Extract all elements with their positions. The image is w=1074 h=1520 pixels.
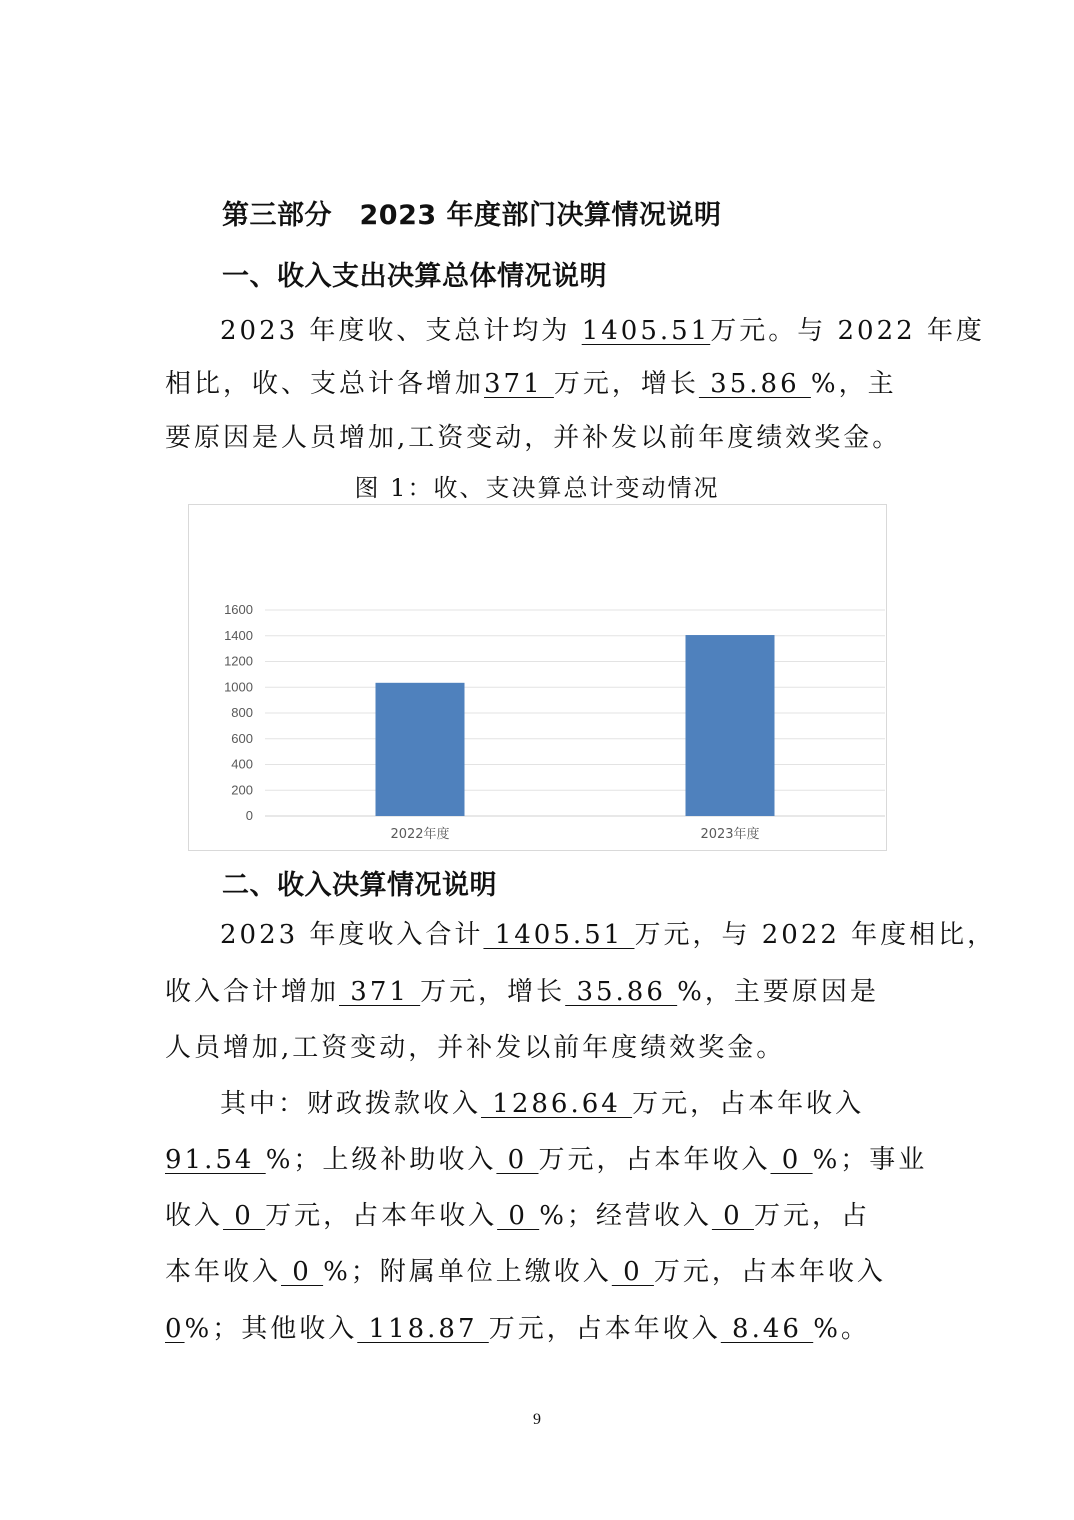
- section1-paragraph-line2: [165, 364, 897, 404]
- text-run: %；经营收入: [539, 1201, 712, 1231]
- section2-line5: [165, 1140, 927, 1180]
- section1-heading: 一、收入支出决算总体情况说明: [222, 261, 607, 292]
- section1-paragraph-line3: 要原因是人员增加,工资变动，并补发以前年度绩效奖金。: [165, 423, 902, 453]
- text-run: 相比，收、支总计各增加: [165, 369, 485, 399]
- section2-heading: 二、收入决算情况说明: [222, 870, 497, 901]
- operating-income-share: 0: [281, 1257, 324, 1287]
- part-title: 第三部分 2023 年度部门决算情况说明: [222, 200, 722, 231]
- text-run: 万元。与 2022 年度: [710, 316, 985, 346]
- section1-paragraph-line1: [220, 311, 985, 351]
- text-run: 2023 年度收入合计: [220, 920, 484, 950]
- fiscal-appropriation-value: 1286.64: [481, 1089, 633, 1119]
- y-tick-label: 1000: [224, 679, 253, 695]
- other-income-value: 118.87: [357, 1314, 489, 1344]
- affiliate-income-value: 0: [611, 1257, 654, 1287]
- x-category-label: 2023年度: [700, 827, 760, 842]
- text-run: 2023 年度收、支总计均为: [220, 316, 571, 346]
- affiliate-income-share: 0: [165, 1314, 185, 1344]
- bar: [376, 683, 465, 816]
- text-run: 万元，占本年收入: [265, 1201, 498, 1231]
- superior-subsidy-share: 0: [770, 1145, 813, 1175]
- y-tick-label: 800: [231, 705, 253, 720]
- text-run: 万元，占: [753, 1201, 870, 1231]
- text-run: 收入: [165, 1201, 224, 1231]
- section2-line7: [165, 1252, 886, 1292]
- bar: [686, 635, 775, 816]
- total-amount-value: 1405.51: [581, 316, 711, 346]
- text-run: 万元，增长: [553, 369, 699, 399]
- page-number: 9: [533, 1411, 541, 1428]
- text-run: %；附属单位上缴收入: [323, 1257, 612, 1287]
- section2-line1: [220, 915, 996, 955]
- y-tick-label: 600: [231, 730, 253, 746]
- text-run: 其中：财政拨款收入: [220, 1089, 482, 1119]
- section2-line2: [165, 972, 879, 1012]
- income-total-value: 1405.51: [483, 920, 635, 950]
- text-run: 万元，占本年收入: [632, 1089, 865, 1119]
- fiscal-share-value: 91.54: [165, 1145, 266, 1175]
- text-run: 万元，占本年收入: [653, 1257, 886, 1287]
- y-tick-label: 200: [231, 782, 253, 798]
- y-tick-label: 1400: [224, 627, 253, 643]
- x-category-label: 2022年度: [390, 827, 450, 842]
- text-run: %。: [813, 1314, 870, 1344]
- other-income-share: 8.46: [720, 1314, 814, 1344]
- section2-line6: [165, 1196, 870, 1236]
- y-tick-label: 0: [245, 808, 253, 823]
- text-run: 万元，增长: [420, 977, 566, 1007]
- text-run: %，主: [810, 369, 897, 399]
- superior-subsidy-value: 0: [496, 1145, 539, 1175]
- text-run: 收入合计增加: [165, 977, 340, 1007]
- text-run: 本年收入: [165, 1257, 282, 1287]
- text-run: 万元，占本年收入: [488, 1314, 721, 1344]
- income-increase-value: 371: [339, 977, 421, 1007]
- text-run: 万元，与 2022 年度相比，: [634, 920, 997, 950]
- growth-rate-value: 35.86: [698, 369, 811, 399]
- text-run: %；其他收入: [184, 1314, 358, 1344]
- text-run: %；事业: [812, 1145, 928, 1175]
- y-tick-label: 1600: [224, 602, 253, 617]
- business-income-value: 0: [223, 1201, 266, 1231]
- y-tick-label: 400: [231, 756, 253, 772]
- section2-line8: [165, 1309, 870, 1349]
- business-income-share: 0: [497, 1201, 540, 1231]
- y-tick-label: 1200: [224, 653, 253, 669]
- bar-chart-svg: [189, 505, 886, 850]
- operating-income-value: 0: [711, 1201, 754, 1231]
- section2-line3: 人员增加,工资变动，并补发以前年度绩效奖金。: [165, 1033, 786, 1063]
- text-run: 万元，占本年收入: [538, 1145, 771, 1175]
- figure-caption: 图 1：收、支决算总计变动情况: [354, 474, 720, 502]
- section2-line4: [220, 1084, 864, 1124]
- increase-amount-value: 371: [484, 369, 554, 399]
- text-run: %；上级补助收入: [265, 1145, 497, 1175]
- bar-chart: [188, 504, 887, 851]
- income-growth-value: 35.86: [565, 977, 678, 1007]
- text-run: %，主要原因是: [677, 977, 879, 1007]
